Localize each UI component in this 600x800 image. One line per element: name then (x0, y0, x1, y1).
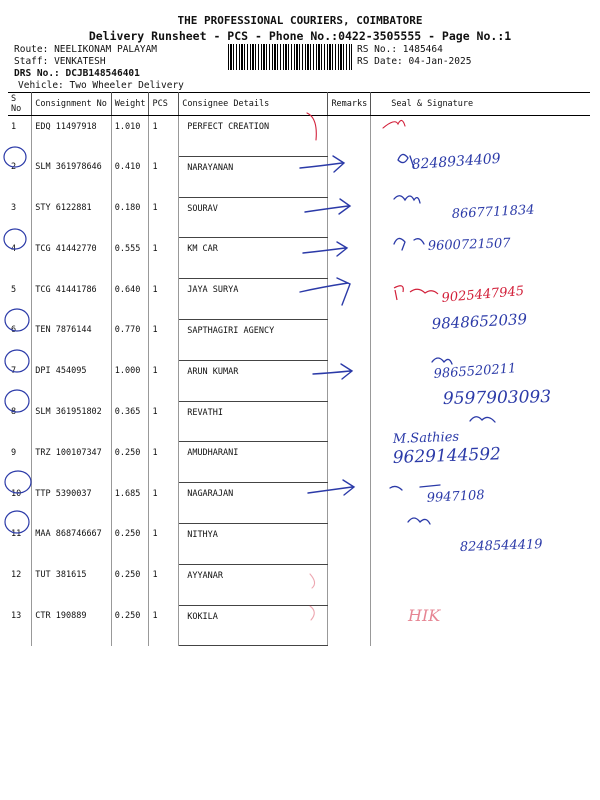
col-remarks: Remarks (328, 93, 371, 116)
col-weight: Weight (111, 93, 149, 116)
row-consignee: PERFECT CREATION (179, 116, 328, 157)
rs-date-label: RS Date: (357, 56, 403, 67)
row-seal (371, 483, 590, 524)
table-row (8, 319, 590, 360)
row-consignment: TRZ 100107347 (32, 442, 111, 483)
row-weight: 1.685 (111, 483, 149, 524)
row-remarks (328, 116, 371, 157)
table-row (8, 360, 590, 401)
table-row (8, 401, 590, 442)
row-consignment: TCG 41441786 (32, 279, 111, 320)
hw-phone: 8667711834 (451, 202, 535, 222)
table-row (8, 605, 590, 646)
row-consignee: SAPTHAGIRI AGENCY (179, 319, 328, 360)
row-remarks (328, 360, 371, 401)
hw-phone: 8248934409 (411, 150, 502, 173)
row-sno: 4 (8, 238, 32, 279)
row-consignment: DPI 454095 (32, 360, 111, 401)
hw-phone: 9597903093 (442, 387, 552, 409)
col-pcs: PCS (149, 93, 179, 116)
row-pcs: 1 (149, 523, 179, 564)
row-weight: 0.555 (111, 238, 149, 279)
row-pcs: 1 (149, 238, 179, 279)
rs-no-line (357, 44, 443, 55)
row-sno: 11 (8, 523, 32, 564)
barcode (228, 44, 352, 70)
row-sno: 5 (8, 279, 32, 320)
route-label: Route: (14, 44, 49, 55)
row-remarks (328, 483, 371, 524)
table-row (8, 238, 590, 279)
row-pcs: 1 (149, 605, 179, 646)
row-consignee: NARAYANAN (179, 156, 328, 197)
row-weight: 0.770 (111, 319, 149, 360)
row-sno: 10 (8, 483, 32, 524)
row-seal (371, 401, 590, 442)
hw-phone: 8248544419 (459, 537, 543, 555)
table-header (8, 93, 590, 116)
row-sno: 9 (8, 442, 32, 483)
row-weight: 0.250 (111, 523, 149, 564)
hw-phone: 9600721507 (427, 236, 511, 254)
row-consignee: SOURAV (179, 197, 328, 238)
row-consignee: REVATHI (179, 401, 328, 442)
row-weight: 0.180 (111, 197, 149, 238)
row-sno: 1 (8, 116, 32, 157)
row-consignment: SLM 361978646 (32, 156, 111, 197)
vehicle-line (18, 80, 184, 91)
row-seal (371, 564, 590, 605)
col-seal: Seal & Signature (371, 93, 590, 116)
col-sno: S No (8, 93, 32, 116)
drs-value: DCJB148546401 (65, 68, 140, 79)
col-consignee: Consignee Details (179, 93, 328, 116)
hw-initials: HIK (408, 606, 441, 625)
row-pcs: 1 (149, 156, 179, 197)
row-sno: 3 (8, 197, 32, 238)
row-pcs: 1 (149, 483, 179, 524)
row-seal (371, 360, 590, 401)
runsheet-table (8, 92, 590, 646)
table-row (8, 442, 590, 483)
hw-phone: 9025447945 (441, 283, 525, 306)
row-pcs: 1 (149, 401, 179, 442)
table-row (8, 564, 590, 605)
row-remarks (328, 238, 371, 279)
table-row (8, 279, 590, 320)
row-remarks (328, 523, 371, 564)
row-pcs: 1 (149, 442, 179, 483)
row-seal (371, 116, 590, 157)
row-consignment: TTP 5390037 (32, 483, 111, 524)
table-row (8, 197, 590, 238)
row-weight: 0.410 (111, 156, 149, 197)
company-title: THE PROFESSIONAL COURIERS, COIMBATORE (177, 14, 423, 27)
row-remarks (328, 401, 371, 442)
row-consignment: STY 6122881 (32, 197, 111, 238)
row-pcs: 1 (149, 564, 179, 605)
row-consignment: SLM 361951802 (32, 401, 111, 442)
row-seal (371, 279, 590, 320)
staff-value: VENKATESH (54, 56, 106, 67)
row-pcs: 1 (149, 116, 179, 157)
vehicle-label: Vehicle: (18, 80, 64, 91)
row-remarks (328, 156, 371, 197)
row-weight: 0.640 (111, 279, 149, 320)
row-remarks (328, 605, 371, 646)
table-row (8, 116, 590, 157)
row-consignment: TCG 41442770 (32, 238, 111, 279)
row-remarks (328, 564, 371, 605)
row-consignment: TEN 7876144 (32, 319, 111, 360)
row-consignee: AMUDHARANI (179, 442, 328, 483)
row-seal (371, 238, 590, 279)
hw-name: M.Sathies (392, 429, 460, 447)
row-pcs: 1 (149, 360, 179, 401)
row-weight: 1.000 (111, 360, 149, 401)
vehicle-value: Two Wheeler Delivery (69, 80, 184, 91)
row-consignment: MAA 868746667 (32, 523, 111, 564)
hw-phone: 9848652039 (431, 310, 528, 333)
table-row (8, 523, 590, 564)
rs-no-label: RS No.: (357, 44, 398, 55)
row-remarks (328, 197, 371, 238)
row-consignee: KM CAR (179, 238, 328, 279)
staff-line (14, 56, 106, 67)
row-sno: 8 (8, 401, 32, 442)
table-row (8, 483, 590, 524)
runsheet-subtitle: Delivery Runsheet - PCS - Phone No.:0422-3505555 - Page No.:1 (88, 29, 512, 43)
route-value: NEELIKONAM PALAYAM (54, 44, 158, 55)
row-consignee: NITHYA (179, 523, 328, 564)
row-consignment: TUT 381615 (32, 564, 111, 605)
rs-no-value: 1485464 (402, 44, 443, 55)
row-seal (371, 523, 590, 564)
row-seal (371, 156, 590, 197)
row-remarks (328, 279, 371, 320)
row-weight: 0.365 (111, 401, 149, 442)
drs-label: DRS No.: (14, 68, 60, 79)
col-consignment: Consignment No (32, 93, 111, 116)
row-consignee: JAYA SURYA (179, 279, 328, 320)
hw-phone: 9947108 (426, 487, 486, 506)
row-seal (371, 319, 590, 360)
row-consignee: AYYANAR (179, 564, 328, 605)
row-seal (371, 605, 590, 646)
row-consignment: EDQ 11497918 (32, 116, 111, 157)
rs-date-line (357, 56, 471, 67)
hw-phone: 9629144592 (392, 444, 502, 468)
row-remarks (328, 319, 371, 360)
row-pcs: 1 (149, 319, 179, 360)
row-sno: 6 (8, 319, 32, 360)
row-weight: 0.250 (111, 564, 149, 605)
row-sno: 2 (8, 156, 32, 197)
row-pcs: 1 (149, 279, 179, 320)
row-sno: 13 (8, 605, 32, 646)
row-sno: 7 (8, 360, 32, 401)
row-consignee: NAGARAJAN (179, 483, 328, 524)
row-sno: 12 (8, 564, 32, 605)
row-weight: 0.250 (111, 442, 149, 483)
row-seal (371, 442, 590, 483)
row-weight: 0.250 (111, 605, 149, 646)
row-remarks (328, 442, 371, 483)
row-consignee: ARUN KUMAR (179, 360, 328, 401)
hw-phone: 9865520211 (433, 361, 517, 382)
row-weight: 1.010 (111, 116, 149, 157)
row-consignment: CTR 190889 (32, 605, 111, 646)
row-seal (371, 197, 590, 238)
rs-date-value: 04-Jan-2025 (408, 56, 472, 67)
drs-line (14, 68, 140, 79)
table-row (8, 156, 590, 197)
staff-label: Staff: (14, 56, 49, 67)
route-line (14, 44, 157, 55)
row-consignee: KOKILA (179, 605, 328, 646)
row-pcs: 1 (149, 197, 179, 238)
